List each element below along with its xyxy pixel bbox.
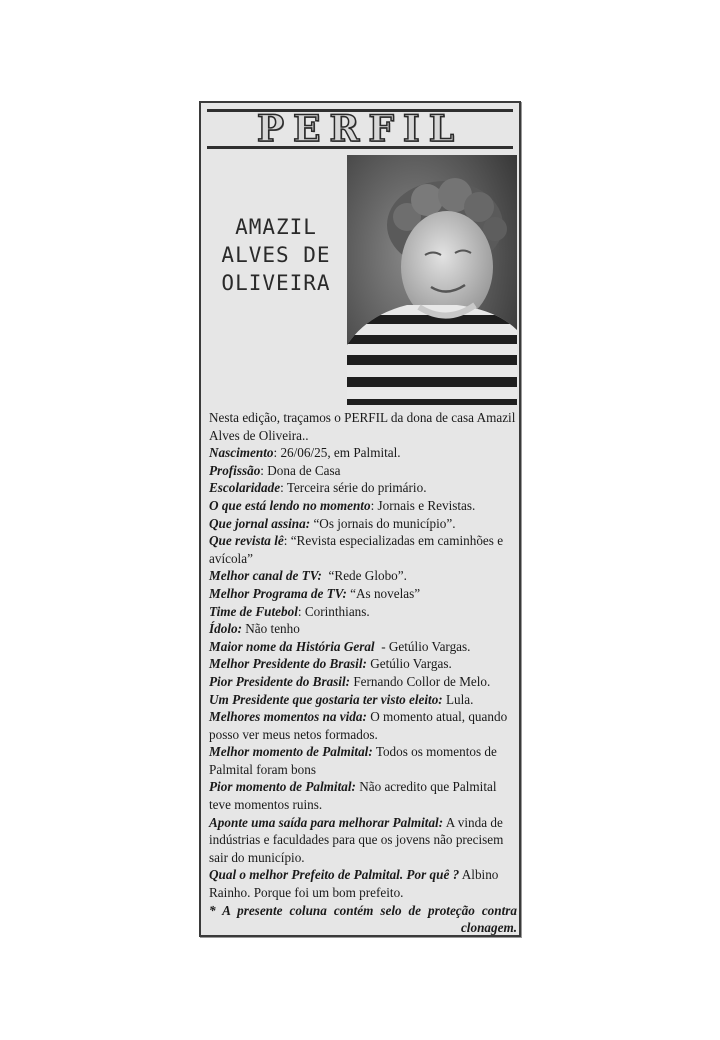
subject-name-line: AMAZIL — [235, 215, 317, 239]
field-value: Dona de Casa — [267, 462, 341, 478]
field-value: “Os jornais do município”. — [313, 515, 456, 531]
field-value: Terceira série do primário. — [286, 480, 427, 496]
newspaper-clipping — [199, 101, 521, 937]
profile-field — [209, 567, 517, 585]
portrait-photo-icon — [347, 155, 517, 405]
field-label: Escolaridade — [209, 480, 281, 496]
field-separator: : — [273, 445, 281, 461]
profile-field — [209, 778, 517, 813]
field-value: Lula. — [445, 691, 474, 707]
intro-paragraph: Nesta edição, traçamos o PERFIL da dona de casa Amazil Alves de Oliveira.. — [209, 410, 516, 443]
field-label: Melhores momentos na vida: — [209, 709, 367, 725]
field-value: Jornais e Revistas. — [377, 497, 476, 513]
field-label: Melhor Presidente do Brasil: — [209, 656, 367, 672]
field-value: Não tenho — [245, 621, 300, 637]
profile-field — [209, 515, 517, 533]
field-separator: : — [370, 497, 378, 513]
field-value: O momento atual, quando posso ver meus netos formados. — [209, 709, 508, 742]
masthead — [207, 109, 513, 149]
field-label: Time de Futebol — [209, 603, 298, 619]
field-separator: : — [283, 533, 291, 549]
field-label: Aponte uma saída para melhorar Palmital: — [209, 814, 444, 830]
field-separator: : — [260, 462, 268, 478]
field-value: Todos os momentos de Palmital foram bons — [209, 744, 497, 777]
profile-field — [209, 691, 517, 709]
field-separator: : — [280, 480, 287, 496]
field-label: Pior momento de Palmital: — [209, 779, 356, 795]
field-value: 26/06/25, em Palmital. — [280, 445, 401, 461]
field-label: Que jornal assina: — [209, 515, 311, 531]
footnote: * A presente coluna contém selo de proteção contra clonagem. — [209, 902, 517, 936]
field-separator — [322, 568, 329, 583]
subject-name — [207, 213, 345, 297]
subject-name-line: OLIVEIRA — [221, 271, 331, 295]
field-label: Qual o melhor Prefeito de Palmital. Por quê ? — [209, 867, 460, 883]
field-label: Maior nome da História Geral — [209, 638, 375, 654]
field-value: Getúlio Vargas. — [388, 638, 471, 654]
field-value: “As novelas” — [350, 585, 421, 601]
profile-field — [209, 585, 517, 603]
profile-field — [209, 532, 517, 567]
profile-field — [209, 638, 517, 656]
profile-field — [209, 479, 517, 497]
field-label: Melhor Programa de TV: — [209, 585, 347, 601]
field-value: Corinthians. — [304, 603, 370, 619]
field-separator: - — [374, 638, 389, 654]
field-label: Profissão — [209, 462, 261, 478]
field-label: Ídolo: — [209, 621, 242, 637]
field-value: Não acredito que Palmital teve momentos ruins. — [209, 779, 497, 813]
field-value: “Revista especializadas em caminhões e avícola” — [209, 533, 504, 566]
field-label: O que está lendo no momento — [209, 497, 371, 513]
subject-name-line: ALVES DE — [221, 243, 331, 267]
profile-fields — [209, 444, 517, 901]
field-value: A vinda de indústrias e faculdades para que os jovens não precisem sair do município. — [209, 814, 504, 865]
field-label: Nascimento — [209, 445, 274, 461]
field-separator: : — [297, 603, 305, 619]
profile-field — [209, 673, 517, 691]
profile-field — [209, 603, 517, 621]
profile-field — [209, 444, 517, 462]
field-label: Melhor canal de TV: — [209, 568, 322, 584]
field-label: Melhor momento de Palmital: — [209, 744, 373, 760]
portrait-photo — [347, 155, 517, 405]
masthead-title: PERFIL — [256, 108, 464, 150]
profile-field — [209, 866, 517, 901]
field-value: “Rede Globo”. — [328, 568, 407, 584]
field-value: Albino Rainho. Porque foi um bom prefeito. — [209, 867, 499, 901]
field-value: Getúlio Vargas. — [370, 656, 452, 672]
profile-field — [209, 708, 517, 743]
profile-field — [209, 743, 517, 778]
field-value: Fernando Collor de Melo. — [353, 673, 491, 689]
profile-field — [209, 620, 517, 638]
profile-field — [209, 497, 517, 515]
profile-field — [209, 655, 517, 673]
profile-field — [209, 814, 517, 867]
profile-text — [209, 409, 517, 937]
field-label: Um Presidente que gostaria ter visto eleito: — [209, 691, 443, 707]
field-label: Que revista lê — [209, 533, 284, 549]
field-label: Pior Presidente do Brasil: — [209, 673, 351, 689]
profile-field — [209, 462, 517, 480]
